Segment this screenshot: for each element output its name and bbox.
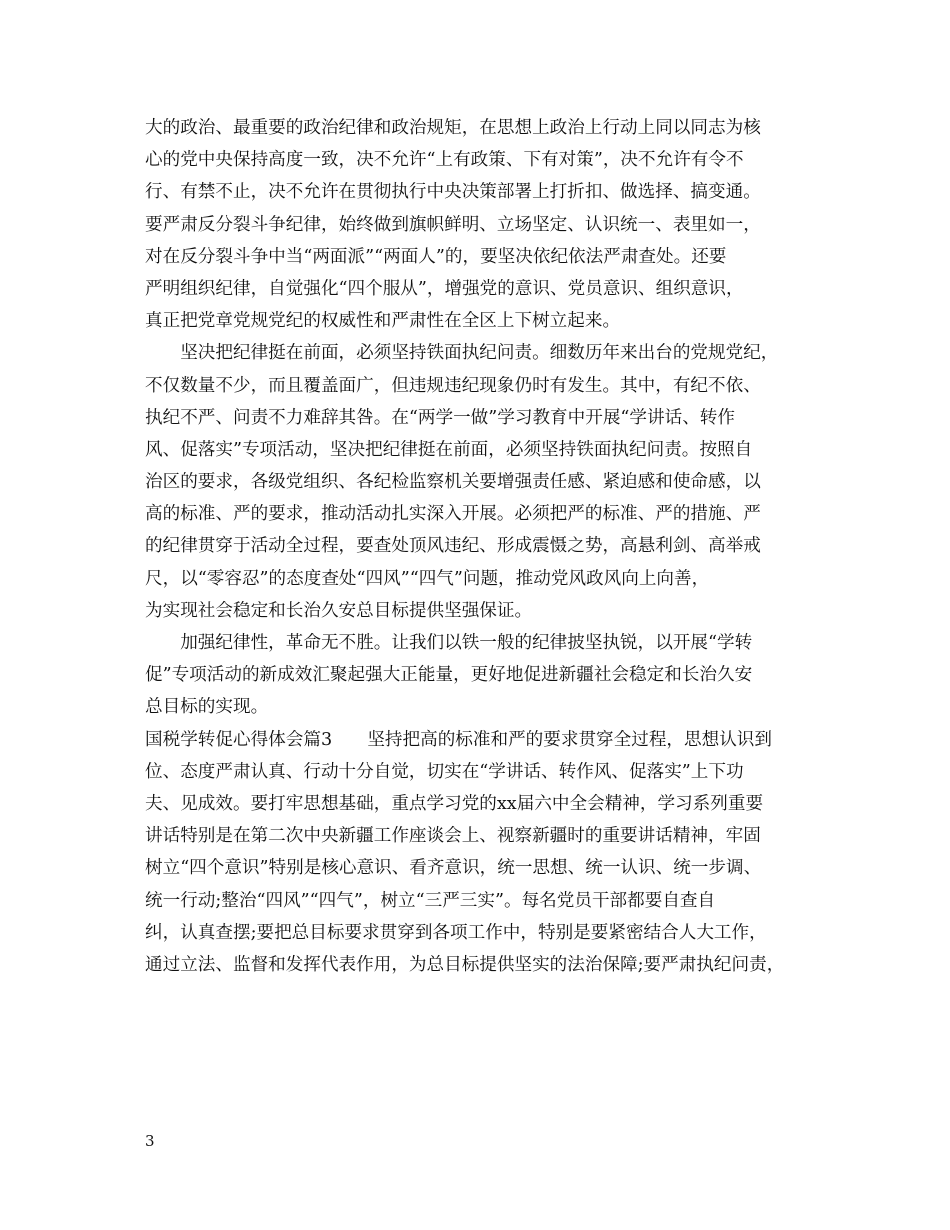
text-line: 执纪不严、问责不力难辞其咎。在“两学一做”学习教育中开展“学讲话、转作 xyxy=(145,407,735,428)
text-line: 纠，认真查摆;要把总目标要求贯穿到各项工作中，特别是要紧密结合人大工作， xyxy=(145,922,767,943)
text-line: 统一行动;整治“四风”“四气”，树立“三严三实”。每名党员干部都要自查自 xyxy=(145,890,716,911)
text-line: 为实现社会稳定和长治久安总目标提供坚强保证。 xyxy=(145,600,533,621)
text-line: 的纪律贯穿于活动全过程，要查处顶风违纪、形成震慑之势，高悬利剑、高举戒 xyxy=(145,536,761,557)
document-body xyxy=(145,112,830,981)
text-line: 总目标的实现。 xyxy=(145,697,269,718)
text-line: 尺，以“零容忍”的态度查处“四风”“四气”问题，推动党风政风向上向善， xyxy=(145,568,710,589)
text-line: 真正把党章党规党纪的权威性和严肃性在全区上下树立起来。 xyxy=(145,311,621,332)
text-line: 促”专项活动的新成效汇聚起强大正能量，更好地促进新疆社会稳定和长治久安 xyxy=(145,665,753,686)
text-line: 夫、见成效。要打牢思想基础，重点学习党的xx届六中全会精神，学习系列重要 xyxy=(145,793,764,814)
text-line: 心的党中央保持高度一致，决不允许“上有政策、下有对策”，决不允许有令不 xyxy=(145,150,744,171)
text-line: 风、促落实”专项活动，坚决把纪律挺在前面，必须坚持铁面执纪问责。按照自 xyxy=(145,439,753,460)
text-line: 严明组织纪律，自觉强化“四个服从”，增强党的意识、党员意识、组织意识， xyxy=(145,278,744,299)
text-line: 大的政治、最重要的政治纪律和政治规矩，在思想上政治上行动上同以同志为核 xyxy=(145,118,761,138)
text-line: 要严肃反分裂斗争纪律，始终做到旗帜鲜明、立场坚定、认识统一、表里如一， xyxy=(145,214,761,235)
text-line: 高的标准、严的要求，推动活动扎实深入开展。必须把严的标准、严的措施、严 xyxy=(145,504,761,525)
section-title-line: 国税学转促心得体会篇3 坚持把高的标准和严的要求贯穿全过程，思想认识到 xyxy=(145,729,772,750)
text-line: 治区的要求，各级党组织、各纪检监察机关要增强责任感、紧迫感和使命感，以 xyxy=(145,472,761,493)
text-line: 坚决把纪律挺在前面，必须坚持铁面执纪问责。细数历年来出台的党规党纪， xyxy=(145,343,779,364)
page-number: 3 xyxy=(145,1132,155,1150)
text-line: 不仅数量不少，而且覆盖面广，但违规违纪现象仍时有发生。其中，有纪不依、 xyxy=(145,375,761,396)
text-line: 加强纪律性，革命无不胜。让我们以铁一般的纪律披坚执锐，以开展“学转 xyxy=(145,633,753,653)
text-line: 行、有禁不止，决不允许在贯彻执行中央决策部署上打折扣、做选择、搞变通。 xyxy=(145,182,761,203)
text-line: 通过立法、监督和发挥代表作用，为总目标提供坚实的法治保障;要严肃执纪问责， xyxy=(145,954,785,975)
text-line: 位、态度严肃认真、行动十分自觉，切实在“学讲话、转作风、促落实”上下功 xyxy=(145,761,744,782)
text-line: 树立“四个意识”特别是核心意识、看齐意识，统一思想、统一认识、统一步调、 xyxy=(145,858,762,879)
text-line: 讲话特别是在第二次中央新疆工作座谈会上、视察新疆时的重要讲话精神，牢固 xyxy=(145,826,761,847)
text-line: 对在反分裂斗争中当“两面派”“两面人”的，要坚决依纪依法严肃查处。还要 xyxy=(145,246,727,267)
